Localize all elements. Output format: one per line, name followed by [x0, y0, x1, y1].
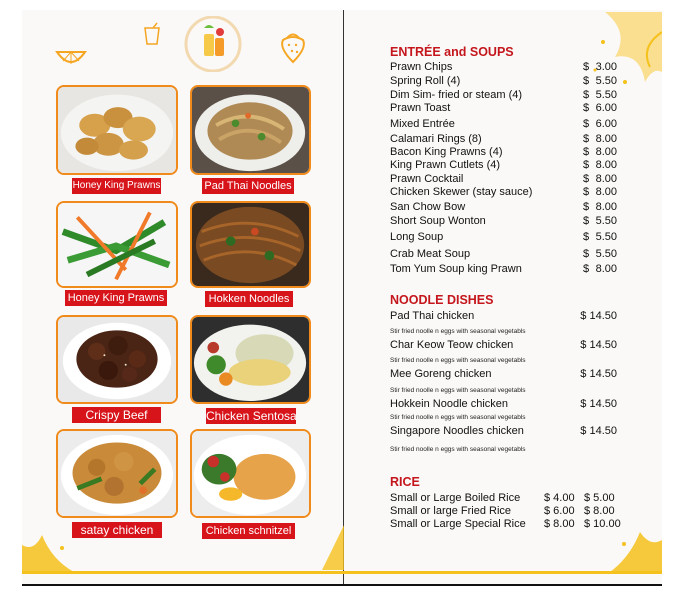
small-price: $ 4.00 [544, 492, 575, 504]
caption-pad-thai-noodles: Pad Thai Noodles [202, 178, 294, 194]
entree-item [390, 133, 630, 147]
strawberry-icon [276, 30, 310, 64]
photo-pad-thai-noodles [190, 85, 311, 175]
noodle-item [390, 339, 630, 353]
entree-item [390, 159, 630, 173]
item-name: Mixed Entrée [390, 118, 455, 130]
item-name: San Chow Bow [390, 201, 466, 213]
entree-item [390, 215, 630, 229]
currency-symbol: $ [583, 201, 590, 213]
item-price: $ 14.50 [580, 425, 617, 437]
item-price: 8.00 [595, 173, 617, 185]
photo-honey-king-prawns-2 [56, 201, 178, 288]
juice-cup-icon [141, 22, 163, 46]
photo-crispy-beef [56, 315, 178, 404]
rice-item [390, 492, 630, 506]
section-title-noodles: NOODLE DISHES [390, 293, 494, 307]
large-price: $ 8.00 [584, 505, 615, 517]
item-name: Short Soup Wonton [390, 215, 486, 227]
item-price: 6.00 [595, 118, 617, 130]
currency-symbol: $ [583, 231, 590, 243]
currency-symbol: $ [583, 248, 590, 260]
entree-item [390, 173, 630, 187]
item-price: 3.00 [595, 61, 617, 73]
gold-splash-left-mid [322, 520, 344, 570]
item-price: $ 14.50 [580, 368, 617, 380]
item-name: Crab Meat Soup [390, 248, 471, 260]
item-name: Small or Large Boiled Rice [390, 492, 521, 504]
item-price: 8.00 [595, 159, 617, 171]
item-name: Tom Yum Soup king Prawn [390, 263, 522, 275]
item-name: Pad Thai chicken [390, 310, 475, 322]
currency-symbol: $ [583, 75, 590, 87]
drinks-logo-icon [184, 16, 242, 72]
currency-symbol: $ [583, 118, 590, 130]
item-price: 5.50 [595, 75, 617, 87]
item-name: Mee Goreng chicken [390, 368, 492, 380]
item-name: Chicken Skewer (stay sauce) [390, 186, 533, 198]
item-price: 8.00 [595, 201, 617, 213]
noodle-item [390, 398, 630, 412]
currency-symbol: $ [583, 173, 590, 185]
currency-symbol: $ [583, 89, 590, 101]
photo-chicken-schnitzel [190, 429, 311, 518]
photo-honey-king-prawns [56, 85, 178, 175]
currency-symbol: $ [583, 146, 590, 158]
section-title-entree: ENTRÉE and SOUPS [390, 45, 514, 59]
item-description: Stir fried noolle n eggs with seasonal vegetabls [390, 387, 526, 394]
gold-footer-bar [22, 571, 662, 574]
entree-item [390, 146, 630, 160]
currency-symbol: $ [583, 61, 590, 73]
item-description: Stir fried noolle n eggs with seasonal vegetabls [390, 357, 526, 364]
currency-symbol: $ [583, 263, 590, 275]
entree-item [390, 75, 630, 89]
caption-chicken-schnitzel: Chicken schnitzel [202, 523, 295, 539]
item-price: 8.00 [595, 133, 617, 145]
entree-item [390, 118, 630, 132]
item-name: King Prawn Cutlets (4) [390, 159, 501, 171]
caption-satay-chicken: satay chicken [72, 522, 162, 538]
entree-item [390, 201, 630, 215]
item-price: 8.00 [595, 263, 617, 275]
bottom-border [22, 584, 662, 586]
entree-item [390, 263, 630, 277]
lemon-slice-icon [54, 42, 88, 70]
entree-item [390, 231, 630, 245]
item-price: $ 14.50 [580, 339, 617, 351]
item-name: Small or Large Special Rice [390, 518, 526, 530]
large-price: $ 5.00 [584, 492, 615, 504]
item-price: $ 14.50 [580, 398, 617, 410]
item-name: Prawn Chips [390, 61, 453, 73]
rice-item [390, 518, 630, 532]
entree-item [390, 186, 630, 200]
caption-chicken-sentosa: Chicken Sentosa [206, 409, 297, 423]
item-price: 5.50 [595, 231, 617, 243]
item-description: Stir fried noolle n eggs with seasonal vegetabls [390, 446, 526, 453]
entree-item [390, 89, 630, 103]
item-price: $ 14.50 [580, 310, 617, 322]
photo-chicken-sentosa [190, 315, 311, 404]
currency-symbol: $ [583, 133, 590, 145]
item-description: Stir fried noolle n eggs with seasonal vegetabls [390, 414, 526, 421]
item-name: Hokkein Noodle chicken [390, 398, 509, 410]
noodle-item [390, 368, 630, 382]
photo-satay-chicken [56, 429, 178, 518]
entree-item [390, 102, 630, 116]
small-price: $ 8.00 [544, 518, 575, 530]
item-name: Dim Sim- fried or steam (4) [390, 89, 523, 101]
noodle-item [390, 310, 630, 324]
rice-item [390, 505, 630, 519]
item-name: Small or large Fried Rice [390, 505, 512, 517]
item-price: 5.50 [595, 248, 617, 260]
item-name: Calamari Rings (8) [390, 133, 482, 145]
noodle-item [390, 425, 630, 439]
currency-symbol: $ [583, 186, 590, 198]
item-name: Long Soup [390, 231, 444, 243]
item-name: Prawn Cocktail [390, 173, 464, 185]
item-price: 5.50 [595, 89, 617, 101]
item-name: Char Keow Teow chicken [390, 339, 514, 351]
entree-item [390, 248, 630, 262]
item-name: Bacon King Prawns (4) [390, 146, 503, 158]
item-name: Prawn Toast [390, 102, 451, 114]
caption-hokken-noodles: Hokken Noodles [205, 291, 293, 307]
small-price: $ 6.00 [544, 505, 575, 517]
item-name: Singapore Noodles chicken [390, 425, 524, 437]
item-price: 5.50 [595, 215, 617, 227]
caption-crispy-beef: Crispy Beef [72, 407, 161, 423]
item-price: 8.00 [595, 186, 617, 198]
photo-hokken-noodles [190, 201, 311, 288]
entree-item [390, 61, 630, 75]
currency-symbol: $ [583, 159, 590, 171]
item-price: 8.00 [595, 146, 617, 158]
currency-symbol: $ [583, 102, 590, 114]
item-price: 6.00 [595, 102, 617, 114]
caption-honey-king-prawns-2: Honey King Prawns [65, 290, 167, 306]
item-description: Stir fried noolle n eggs with seasonal vegetabls [390, 328, 526, 335]
caption-honey-king-prawns: Honey King Prawns [72, 178, 161, 194]
large-price: $ 10.00 [584, 518, 621, 530]
currency-symbol: $ [583, 215, 590, 227]
item-name: Spring Roll (4) [390, 75, 461, 87]
section-title-rice: RICE [390, 475, 420, 489]
